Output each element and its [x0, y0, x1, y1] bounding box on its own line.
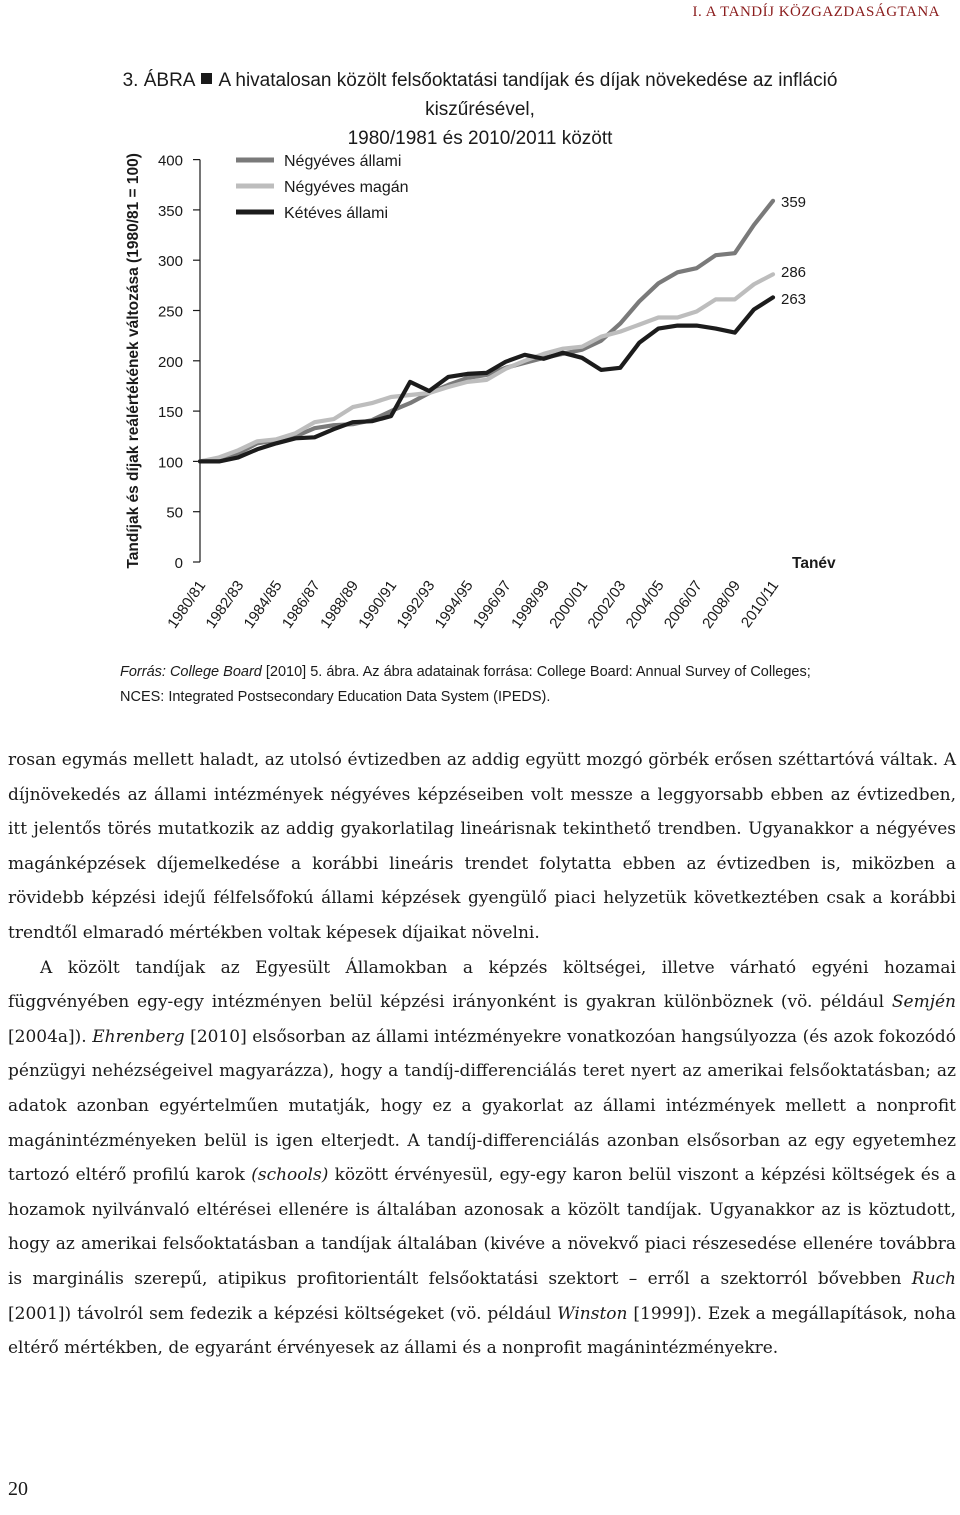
legend-label: Négyéves magán: [284, 179, 409, 196]
y-tick-label: 100: [157, 454, 183, 472]
y-tick-label: 50: [166, 504, 183, 522]
x-tick-label: 1988/89: [317, 577, 363, 632]
source-prefix: Forrás: College Board: [120, 664, 262, 680]
x-tick-label: 1982/83: [202, 577, 248, 632]
ref-semjen: Semjén: [891, 992, 956, 1013]
figure-source: [120, 660, 880, 710]
source-line1: [2010] 5. ábra. Az ábra adatainak forrása: College Board: Annual Survey of Colleges;: [265, 664, 811, 680]
y-tick-label: 400: [157, 152, 183, 170]
x-tick-label: 1990/91: [355, 577, 401, 632]
x-tick-label: 1992/93: [393, 577, 439, 632]
series-line-1: [200, 274, 773, 461]
x-tick-label: 2010/11: [737, 577, 783, 631]
x-tick-label: 1998/99: [508, 577, 554, 632]
figure-title-line1: A hivatalosan közölt felsőoktatási tandíjak és díjak növekedése az infláció kiszűrésével,: [218, 70, 838, 120]
x-tick-label: 1986/87: [278, 577, 324, 632]
x-tick-label: 2002/03: [584, 577, 630, 632]
x-tick-label: 1994/95: [431, 577, 477, 632]
legend-label: Négyéves állami: [284, 153, 402, 170]
y-tick-label: 200: [157, 353, 183, 371]
paragraph-2: A közölt tandíjak az Egyesült Államokban a képzés költségei, illetve várható egyéni hozamai függvényében egy-egy intézményen belül képzési irányonként is gyakran különböznek (vö. például Semjén [2004a]). Ehrenberg [2010] elsősorban az állami intézményekre vonatkozóan hangsúlyozza (és azok fokozódó pénzügyi nehézségeivel magyarázza), hogy a tandíj-differenciálás teret nyert az amerikai felsőoktatásban; az adatok azonban egyértelműen mutatják, hogy ez a gyakorlat az állami intézmények mellett a nonprofit magánintézményeken belül is igen elterjedt. A tandíj-differenciálás azonban elsősorban az egy egyetemhez tartozó eltérő profilú karok (schools) között érvényesül, egy-egy karon belül viszont a képzési költségek és a hozamok nyilvánvaló eltérései ellenére is általában azonosak a közölt tandíjak. Ugyanakkor az is köztudott, hogy az amerikai felsőoktatásban a tandíjak általában (kivéve a növekvő piaci részesedése ellenére továbbra is marginális szerepű, atipikus profitorientált felsőoktatási szektort – erről a szektorról bővebben Ruch [2001]) távolról sem fedezik a képzési költségeket (vö. például Winston [1999]). Ezek a megállapítások, noha eltérő mértékben, de egyaránt érvényesek az állami és a nonprofit magánintézményekre.: [8, 957, 957, 1359]
ref-winston: Winston: [557, 1303, 628, 1324]
x-tick-label: 2008/09: [699, 577, 745, 632]
end-value-label: 286: [781, 264, 807, 281]
y-tick-label: 250: [157, 303, 183, 321]
x-tick-label: 1980/81: [164, 577, 210, 632]
end-value-label: 359: [781, 193, 807, 211]
y-tick-label: 350: [157, 202, 183, 220]
x-tick-label: 2006/07: [660, 577, 706, 632]
ref-ruch: Ruch: [911, 1268, 956, 1289]
x-tick-label: 2000/01: [546, 577, 592, 632]
term-schools: (schools): [251, 1165, 329, 1186]
paragraph-1: rosan egymás mellett haladt, az utolsó évtizedben az addig együtt mozgó görbék erősen széttartóvá váltak. A díjnövekedés az állami intézmények négyéves képzéseiben volt messze a leggyorsabb ebben az évtizedben, itt jelentős törés mutatkozik az addig gyakorlatilag lineárisnak tekinthető trendben. Ugyanakkor a négyéves magánképzések díjemelkedése a korábbi lineáris trendet folytatta ebben az évtizedben is, miközben a rövidebb képzési idejű félfelsőfokú állami képzések gyengülő piaci helyzetük következtében csak a korábbi trendtől elmaradó mértékben voltak képesek díjaikat növelni.: [8, 750, 956, 943]
y-tick-label: 300: [157, 253, 183, 271]
running-header: I. A TANDÍJ KÖZGAZDASÁGTANA: [692, 4, 940, 20]
end-value-label: 263: [781, 291, 807, 308]
x-tick-label: 2004/05: [622, 577, 668, 632]
ref-ehrenberg: Ehrenberg: [92, 1026, 185, 1047]
x-axis-label: Tanév: [792, 555, 836, 572]
y-axis-label: Tandíjak és díjak reálértékének változása (1980/81 = 100): [125, 153, 142, 569]
line-chart: [0, 140, 960, 650]
x-tick-label: 1984/85: [240, 577, 286, 632]
source-line2: NCES: Integrated Postsecondary Education Data System (IPEDS).: [120, 689, 551, 705]
square-bullet-icon: [201, 73, 212, 84]
body-text: [8, 743, 956, 1366]
series-line-0: [200, 201, 773, 462]
figure-title-line2: 1980/1981 és 2010/2011 között: [347, 128, 613, 149]
x-tick-label: 1996/97: [469, 577, 515, 632]
page-number: 20: [8, 1478, 28, 1500]
y-tick-label: 0: [174, 555, 183, 572]
legend-label: Kétéves állami: [284, 205, 389, 222]
figure-number: 3. ÁBRA: [122, 70, 196, 91]
y-tick-label: 150: [157, 404, 183, 422]
